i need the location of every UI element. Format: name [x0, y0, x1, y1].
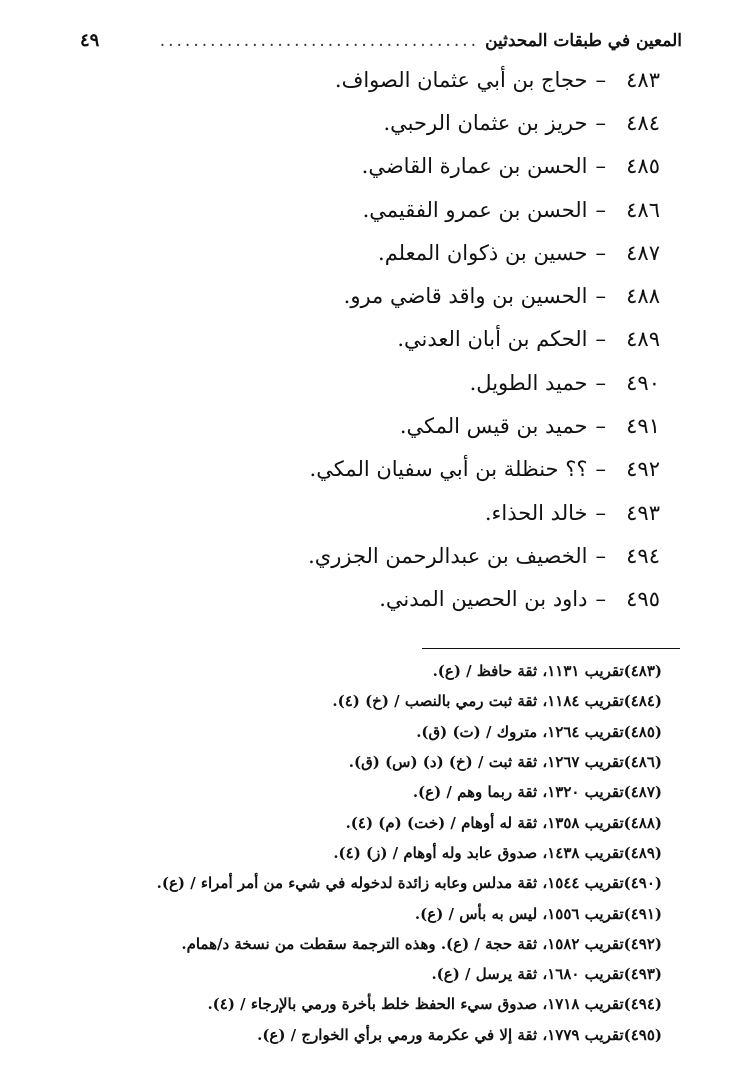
entry-text: الحكم بن أبان العدني.: [397, 327, 588, 352]
page-number: ٤٩: [80, 30, 100, 51]
footnote: (٤٨٩)تقريب ١٤٣٨، صدوق عابد وله أوهام / (ز) (٤).: [333, 843, 662, 862]
narrator-entry: [140, 145, 660, 188]
dot-leader: ......................................: [159, 31, 480, 51]
book-title: المعين في طبقات المحدثين: [485, 31, 682, 51]
footnote: (٤٨٨)تقريب ١٣٥٨، ثقة له أوهام / (خت) (م) (٤).: [345, 813, 662, 832]
entry-number: ٤٩٣: [626, 500, 660, 525]
entry-text: حريز بن عثمان الرحبي.: [383, 110, 588, 135]
entry-number: ٤٩٠: [626, 370, 660, 395]
narrator-entry: [140, 274, 660, 317]
entry-text: داود بن الحصين المدني.: [379, 587, 588, 612]
entry-dash: –: [595, 197, 606, 222]
entry-dash: –: [595, 327, 606, 352]
narrator-entry: [140, 448, 660, 491]
entry-number: ٤٨٥: [626, 154, 660, 179]
entry-dash: –: [595, 543, 606, 568]
entry-number: ٤٩٤: [626, 543, 660, 568]
entry-number: ٤٨٩: [626, 327, 660, 352]
entry-number: ٤٩٢: [626, 457, 660, 482]
narrator-list: [140, 58, 660, 621]
entry-number: ٤٨٤: [626, 110, 660, 135]
narrator-entry: [140, 404, 660, 447]
entry-text: الحسن بن عمارة القاضي.: [361, 154, 588, 179]
entry-dash: –: [595, 154, 606, 179]
entry-text: حسين بن ذكوان المعلم.: [378, 240, 588, 265]
footnote: (٤٩٥)تقريب ١٧٧٩، ثقة إلا في عكرمة ورمي برأي الخوارج / (ع).: [257, 1025, 662, 1044]
entry-dash: –: [595, 284, 606, 309]
entry-dash: –: [595, 414, 606, 439]
entry-number: ٤٨٨: [626, 284, 660, 309]
entry-text: حميد الطويل.: [469, 370, 588, 395]
narrator-entry: [140, 361, 660, 404]
entry-number: ٤٨٣: [626, 67, 660, 92]
running-header: [80, 30, 682, 58]
entry-dash: –: [595, 500, 606, 525]
footnote: (٤٩٤)تقريب ١٧١٨، صدوق سيء الحفظ خلط بأخرة ورمي بالإرجاء / (٤).: [207, 995, 662, 1014]
entry-text: الخصيف بن عبدالرحمن الجزري.: [308, 543, 588, 568]
narrator-entry: [140, 318, 660, 361]
entry-text: حميد بن قيس المكي.: [399, 414, 588, 439]
footnote: (٤٨٧)تقريب ١٣٢٠، ثقة ربما وهم / (ع).: [412, 783, 662, 802]
footnote: (٤٨٣)تقريب ١١٣١، ثقة حافظ / (ع).: [432, 662, 662, 681]
narrator-entry: [140, 231, 660, 274]
footnote: (٤٨٦)تقريب ١٢٦٧، ثقة ثبت / (خ) (د) (س) (ق).: [348, 753, 662, 772]
entry-text: الحسين بن واقد قاضي مرو.: [343, 284, 588, 309]
entry-number: ٤٩٥: [626, 587, 660, 612]
entry-text: حجاج بن أبي عثمان الصواف.: [334, 67, 588, 92]
entry-dash: –: [595, 587, 606, 612]
footnote-divider: [422, 648, 680, 649]
entry-dash: –: [595, 110, 606, 135]
footnote: (٤٩٣)تقريب ١٦٨٠، ثقة يرسل / (ع).: [431, 965, 662, 984]
entry-number: ٤٨٧: [626, 240, 660, 265]
narrator-entry: [140, 491, 660, 534]
narrator-entry: [140, 578, 660, 621]
entry-dash: –: [595, 67, 606, 92]
narrator-entry: [140, 534, 660, 577]
narrator-entry: [140, 188, 660, 231]
footnote: (٤٨٥)تقريب ١٢٦٤، متروك / (ت) (ق).: [416, 722, 662, 741]
entry-text: ؟؟ حنظلة بن أبي سفيان المكي.: [309, 457, 588, 482]
entry-dash: –: [595, 457, 606, 482]
entry-text: خالد الحذاء.: [484, 500, 588, 525]
footnote: (٤٨٤)تقريب ١١٨٤، ثقة ثبت رمي بالنصب / (خ) (٤).: [332, 692, 662, 711]
entry-text: الحسن بن عمرو الفقيمي.: [362, 197, 588, 222]
entry-dash: –: [595, 370, 606, 395]
entry-dash: –: [595, 240, 606, 265]
narrator-entry: [140, 101, 660, 144]
entry-number: ٤٩١: [626, 414, 660, 439]
entry-number: ٤٨٦: [626, 197, 660, 222]
narrator-entry: [140, 58, 660, 101]
footnote: (٤٩٠)تقريب ١٥٤٤، ثقة مدلس وعابه زائدة لدخوله في شيء من أمر أمراء / (ع).: [156, 874, 662, 893]
footnote: (٤٩١)تقريب ١٥٥٦، ليس به بأس / (ع).: [414, 904, 662, 923]
footnote-list: [62, 656, 662, 1050]
footnote: (٤٩٢)تقريب ١٥٨٢، ثقة حجة / (ع). وهذه الترجمة سقطت من نسخة د/همام.: [181, 934, 662, 953]
